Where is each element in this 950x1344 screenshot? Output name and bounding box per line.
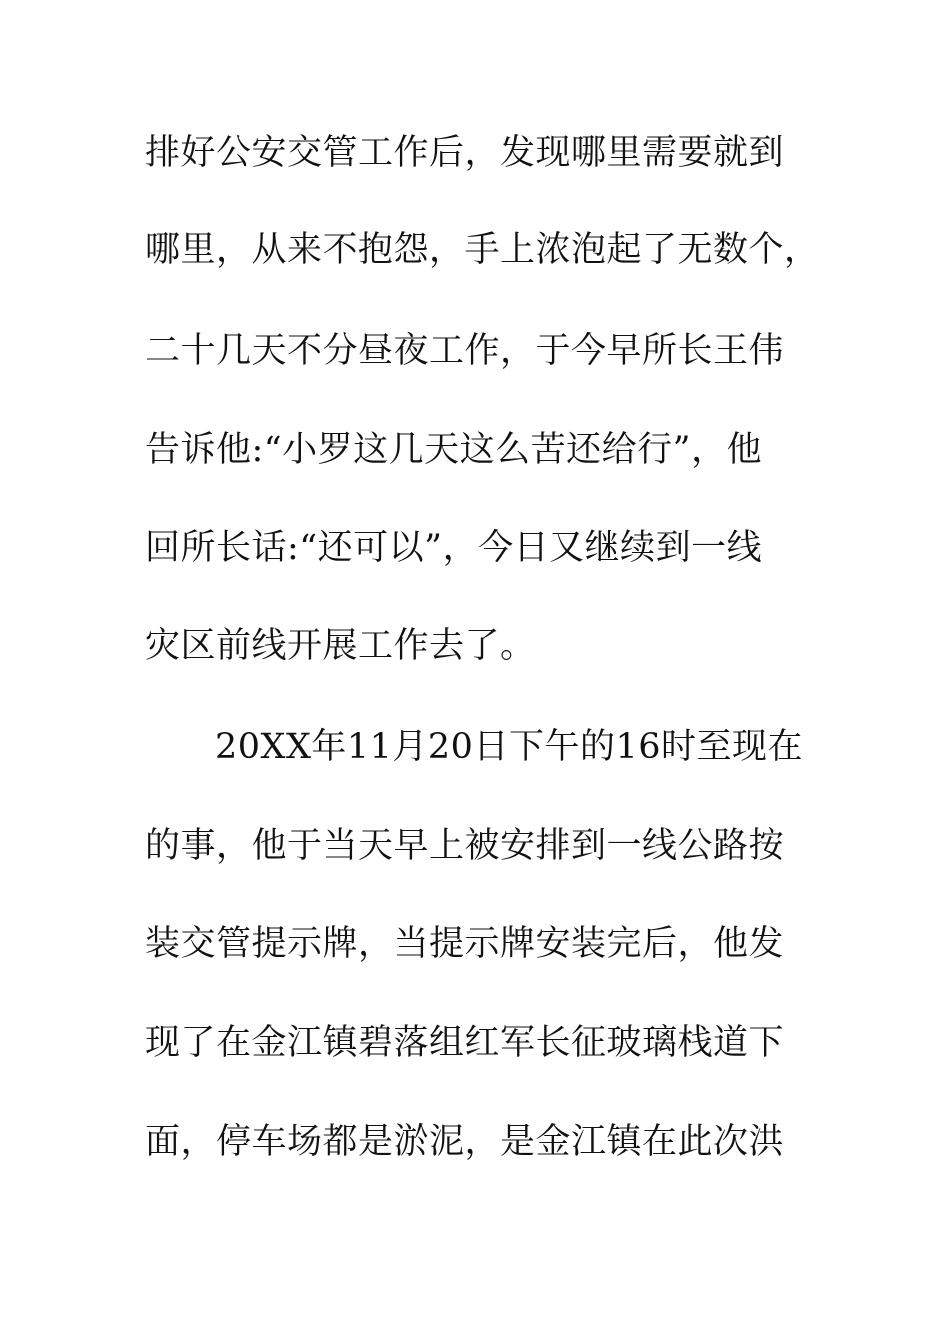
paragraph-2-line-1: 20XX年11月20日下午的16时至现在 xyxy=(215,727,803,767)
paragraph-1-line-6: 灾区前线开展工作去了。 xyxy=(145,626,536,666)
paragraph-1-line-2: 哪里，从来不抱怨，手上浓泡起了无数个， xyxy=(145,230,820,270)
paragraph-2-line-5: 面，停车场都是淤泥，是金江镇在此次洪 xyxy=(145,1122,785,1162)
paragraph-2-line-4: 现了在金江镇碧落组红军长征玻璃栈道下 xyxy=(145,1023,785,1063)
paragraph-1-line-4: 告诉他:“小罗这几天这么苦还给行”，他 xyxy=(145,430,763,470)
paragraph-2-line-2: 的事，他于当天早上被安排到一线公路按 xyxy=(145,826,785,866)
paragraph-1-line-3: 二十几天不分昼夜工作，于今早所长王伟 xyxy=(145,331,785,371)
paragraph-1-line-5: 回所长话:“还可以”，今日又继续到一线 xyxy=(145,528,763,568)
paragraph-2-line-3: 装交管提示牌，当提示牌安装完后，他发 xyxy=(145,924,785,964)
paragraph-1-line-1: 排好公安交管工作后，发现哪里需要就到 xyxy=(145,133,785,173)
